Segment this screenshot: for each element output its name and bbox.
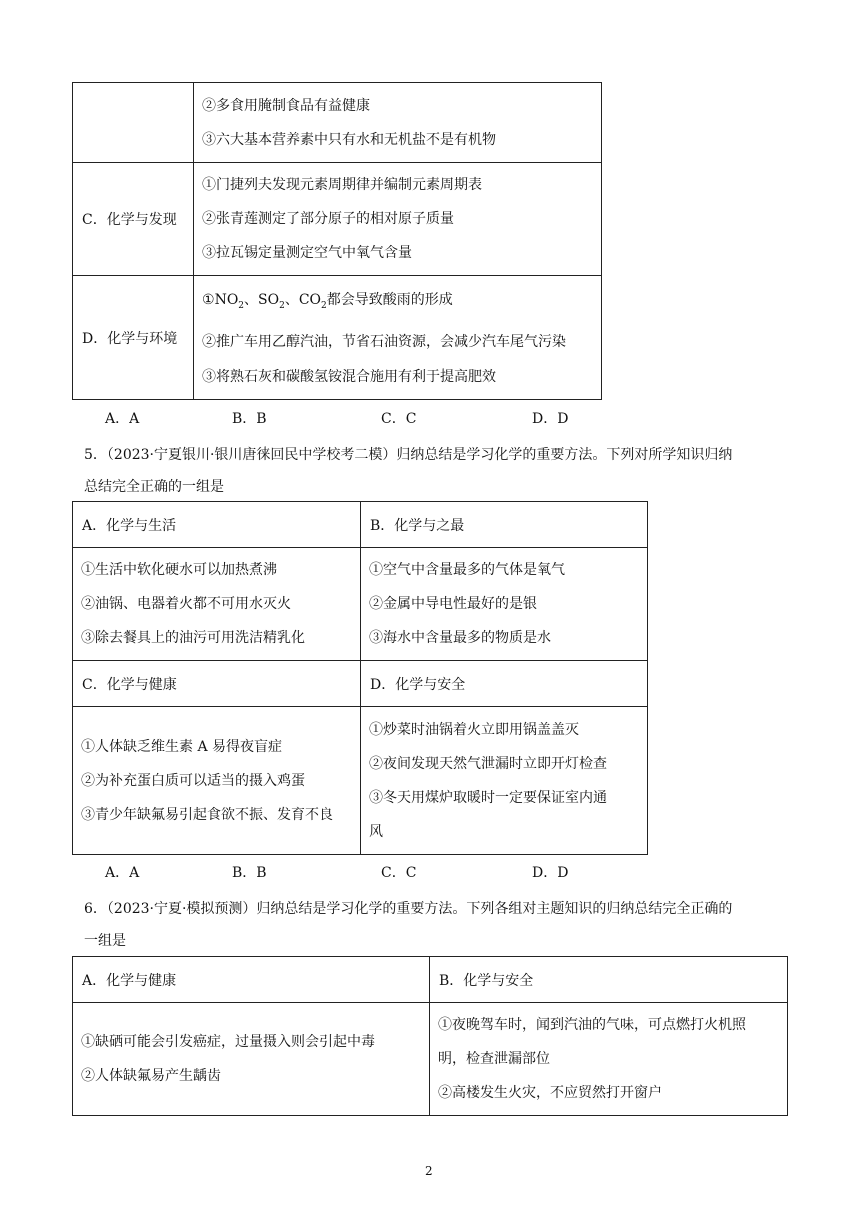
list-item: ①人体缺乏维生素 A 易得夜盲症 (81, 738, 283, 755)
table-cell-items (361, 707, 648, 855)
answer-option-a[interactable]: A．A (105, 865, 140, 881)
list-item: ②高楼发生火灾，不应贸然打开窗户 (438, 1085, 662, 1101)
separator: 、 (284, 291, 299, 308)
list-item: ②夜间发现天然气泄漏时立即开灯检查 (369, 755, 607, 772)
table-cell-label (73, 163, 194, 276)
list-item: ①炒菜时油锅着火立即用锅盖盖灭 (369, 721, 579, 738)
answer-option-d[interactable]: D．D (532, 865, 569, 881)
table-cell-items (73, 548, 361, 661)
cell-header: B．化学与安全 (439, 972, 534, 989)
formula-subscript: 2 (279, 300, 285, 311)
table-cell-items (73, 1003, 430, 1116)
separator: 、 (244, 291, 259, 308)
table-header-cell (361, 502, 648, 548)
row-label: D．化学与环境 (82, 330, 178, 347)
answer-option-d[interactable]: D．D (532, 411, 569, 427)
cell-header: C．化学与健康 (82, 676, 177, 693)
table-q6 (72, 956, 788, 1116)
question-5-stem-cont: 总结完全正确的一组是 (84, 479, 224, 495)
list-item: ③青少年缺氟易引起食欲不振、发育不良 (81, 806, 333, 823)
list-item: ①空气中含量最多的气体是氧气 (369, 562, 565, 578)
list-item: ②金属中导电性最好的是银 (369, 596, 537, 612)
list-item: ①夜晚驾车时，闻到汽油的气味，可点燃打火机照 (438, 1017, 746, 1033)
table-cell-items (194, 163, 602, 276)
formula-subscript: 2 (238, 300, 245, 311)
table-header-cell (73, 957, 430, 1003)
answer-option-b[interactable]: B．B (232, 865, 267, 881)
formula-subscript: 2 (321, 300, 327, 311)
list-item: ②为补充蛋白质可以适当的摄入鸡蛋 (81, 772, 305, 789)
table-q5 (72, 501, 648, 855)
answer-option-c[interactable]: C．C (381, 411, 417, 427)
table-cell-items (194, 276, 602, 400)
list-item: ②油锅、电器着火都不可用水灭火 (81, 596, 291, 612)
list-item: ③将熟石灰和碳酸氢铵混合施用有利于提高肥效 (202, 369, 496, 386)
list-item: ③冬天用煤炉取暖时一定要保证室内通 (369, 789, 607, 806)
list-item: ②多食用腌制食品有益健康 (202, 97, 370, 114)
list-item: ②张青莲测定了部分原子的相对原子质量 (202, 211, 454, 227)
formula-no2: NO (214, 291, 239, 308)
list-item: ③除去餐具上的油污可用洗洁精乳化 (81, 630, 305, 646)
table-header-cell (73, 502, 361, 548)
cell-header: D．化学与安全 (370, 676, 466, 693)
formula-co2: CO (298, 291, 322, 308)
cell-header: A．化学与健康 (82, 972, 177, 989)
table-header-cell (361, 661, 648, 707)
list-item: ③海水中含量最多的物质是水 (369, 630, 551, 646)
list-item: ③拉瓦锡定量测定空气中氧气含量 (202, 245, 412, 261)
list-item: ①生活中软化硬水可以加热煮沸 (81, 562, 277, 578)
table-header-cell (73, 661, 361, 707)
table-cell-items (73, 707, 361, 855)
list-item (194, 281, 601, 325)
table-cell-items (194, 83, 602, 163)
answer-option-a[interactable]: A．A (105, 411, 140, 427)
list-item: ①门捷列夫发现元素周期律并编制元素周期表 (202, 177, 482, 193)
answer-option-b[interactable]: B．B (232, 411, 267, 427)
table-cell-items (361, 548, 648, 661)
item-prefix: ① (202, 291, 215, 308)
item-suffix: 都会导致酸雨的形成 (326, 291, 453, 308)
list-item: ②推广车用乙醇汽油，节省石油资源，会减少汽车尾气污染 (202, 334, 566, 351)
cell-header: B．化学与之最 (370, 517, 465, 534)
list-item: 风 (369, 823, 383, 840)
answer-option-c[interactable]: C．C (381, 865, 417, 881)
question-6-stem: 6．（2023·宁夏·模拟预测）归纳总结是学习化学的重要方法。下列各组对主题知识的归纳总结完全正确的 (84, 901, 733, 917)
question-6-stem-cont: 一组是 (84, 933, 126, 949)
table-cell-empty (73, 83, 194, 163)
page-number: 2 (425, 1164, 433, 1178)
list-item: 明，检查泄漏部位 (438, 1051, 550, 1067)
question-5-stem: 5．（2023·宁夏银川·银川唐徕回民中学校考二模）归纳总结是学习化学的重要方法。下列对所学知识归纳 (84, 447, 733, 463)
table-cell-label (73, 276, 194, 400)
formula-so2: SO (258, 291, 280, 308)
list-item: ②人体缺氟易产生龋齿 (81, 1068, 221, 1084)
table-header-cell (430, 957, 788, 1003)
list-item: ③六大基本营养素中只有水和无机盐不是有机物 (202, 131, 496, 148)
row-label: C．化学与发现 (82, 212, 177, 228)
table-cell-items (430, 1003, 788, 1116)
list-item: ①缺硒可能会引发癌症，过量摄入则会引起中毒 (81, 1034, 375, 1050)
table-q4-continued (72, 82, 602, 400)
cell-header: A．化学与生活 (82, 517, 177, 534)
